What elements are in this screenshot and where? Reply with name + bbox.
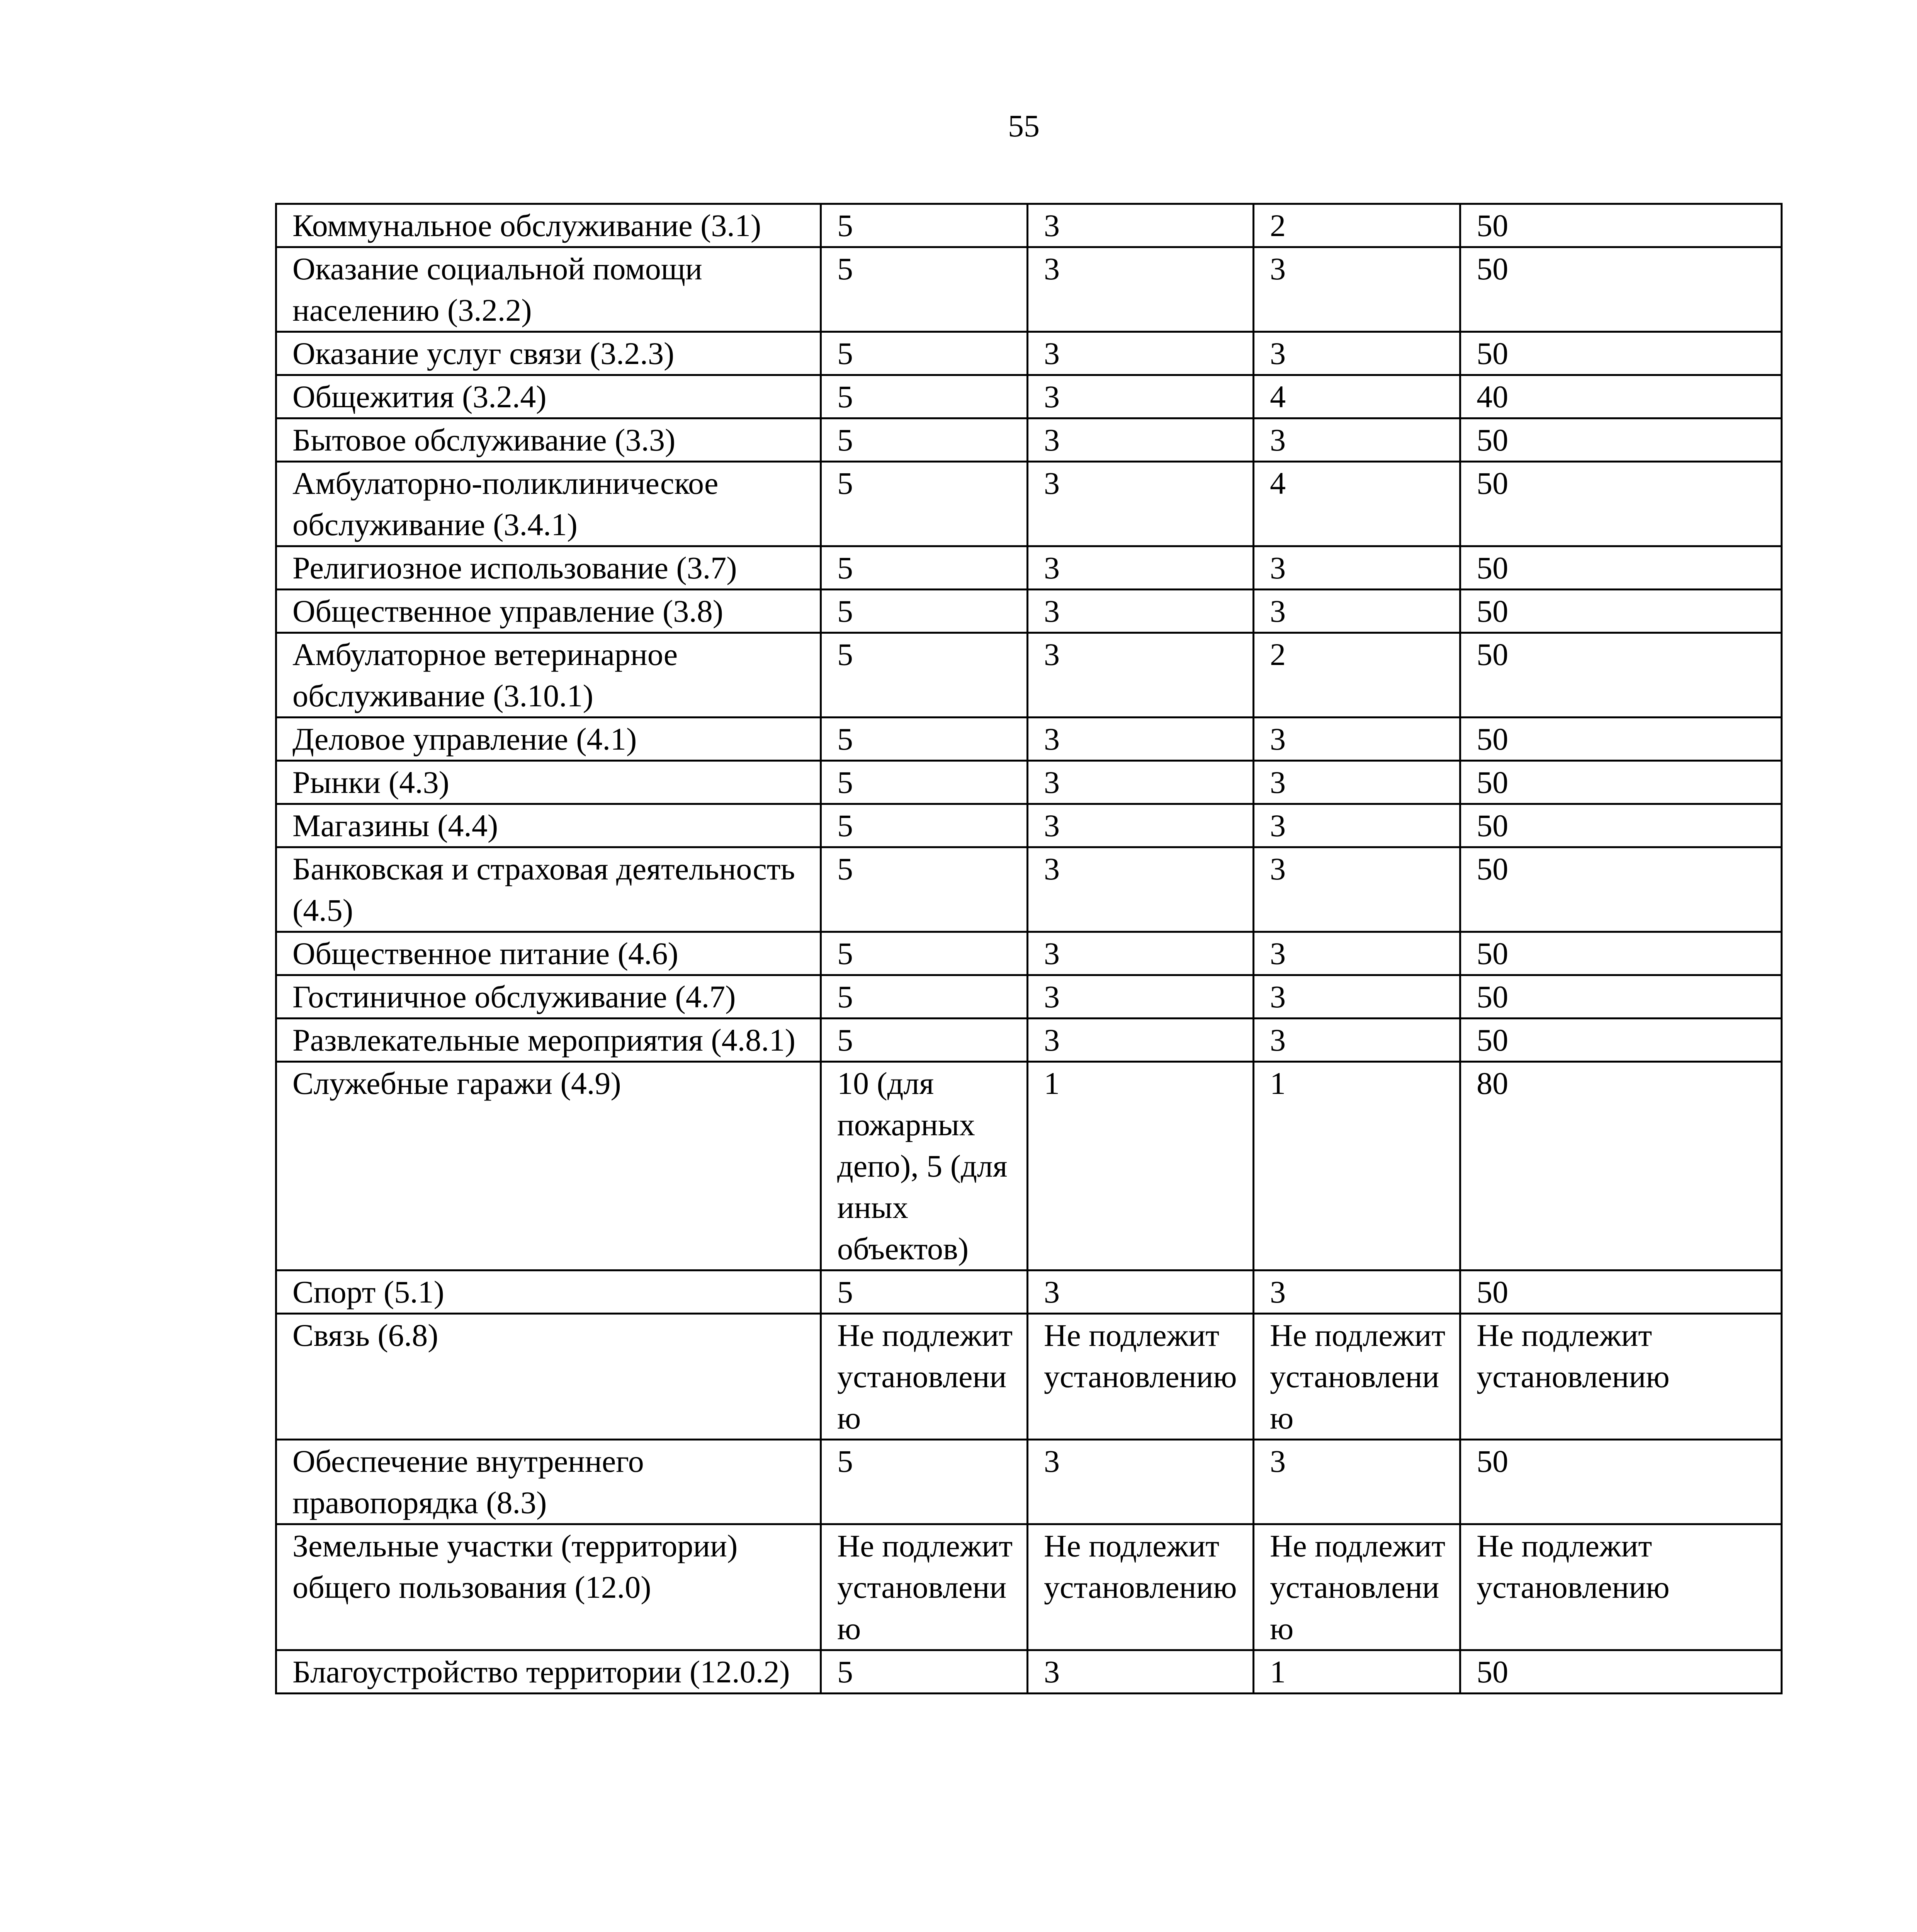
value-cell-2 bbox=[1028, 546, 1254, 590]
use-name-cell bbox=[276, 247, 821, 332]
value-cell-1 bbox=[821, 375, 1028, 418]
table-row bbox=[276, 1062, 1782, 1270]
cell-text: 3 bbox=[1044, 979, 1060, 1014]
value-cell-1 bbox=[821, 761, 1028, 804]
cell-text: Магазины (4.4) bbox=[292, 808, 498, 843]
cell-text: Оказание социальной помощи населению (3.2.2) bbox=[292, 251, 702, 328]
cell-text: Развлекательные мероприятия (4.8.1) bbox=[292, 1022, 795, 1058]
cell-text: 50 bbox=[1477, 336, 1508, 371]
use-name-cell bbox=[276, 932, 821, 975]
use-name-cell bbox=[276, 1314, 821, 1440]
table-row bbox=[276, 590, 1782, 633]
cell-text: 50 bbox=[1477, 637, 1508, 672]
value-cell-2 bbox=[1028, 1270, 1254, 1314]
value-cell-2 bbox=[1028, 1019, 1254, 1062]
value-cell-2 bbox=[1028, 418, 1254, 462]
value-cell-1 bbox=[821, 1270, 1028, 1314]
value-cell-3 bbox=[1254, 932, 1460, 975]
cell-text: Рынки (4.3) bbox=[292, 765, 449, 800]
value-cell-2 bbox=[1028, 1314, 1254, 1440]
cell-text: 3 bbox=[1044, 550, 1060, 585]
value-cell-3 bbox=[1254, 633, 1460, 718]
cell-text: 5 bbox=[837, 808, 853, 843]
cell-text: 50 bbox=[1477, 422, 1508, 457]
table-body bbox=[276, 204, 1782, 1694]
value-cell-4 bbox=[1460, 546, 1782, 590]
value-cell-3 bbox=[1254, 375, 1460, 418]
permitted-use-table bbox=[275, 203, 1783, 1694]
value-cell-3 bbox=[1254, 804, 1460, 847]
cell-text: 50 bbox=[1477, 251, 1508, 286]
cell-text: 3 bbox=[1044, 851, 1060, 886]
cell-text: 3 bbox=[1044, 594, 1060, 629]
cell-text: Общественное управление (3.8) bbox=[292, 594, 724, 629]
cell-text: 3 bbox=[1270, 422, 1286, 457]
cell-text: 5 bbox=[837, 1654, 853, 1689]
value-cell-4 bbox=[1460, 590, 1782, 633]
value-cell-2 bbox=[1028, 804, 1254, 847]
cell-text: 3 bbox=[1044, 1654, 1060, 1689]
cell-text: 2 bbox=[1270, 637, 1286, 672]
value-cell-1 bbox=[821, 1062, 1028, 1270]
table-row bbox=[276, 804, 1782, 847]
cell-text: Деловое управление (4.1) bbox=[292, 721, 637, 757]
cell-text: Благоустройство территории (12.0.2) bbox=[292, 1654, 790, 1689]
use-name-cell bbox=[276, 1062, 821, 1270]
cell-text: 50 bbox=[1477, 1274, 1508, 1310]
value-cell-2 bbox=[1028, 375, 1254, 418]
value-cell-4 bbox=[1460, 1314, 1782, 1440]
cell-text: 5 bbox=[837, 765, 853, 800]
value-cell-1 bbox=[821, 204, 1028, 247]
table-row bbox=[276, 375, 1782, 418]
use-name-cell bbox=[276, 975, 821, 1019]
value-cell-3 bbox=[1254, 1270, 1460, 1314]
value-cell-2 bbox=[1028, 932, 1254, 975]
cell-text: 5 bbox=[837, 594, 853, 629]
use-name-cell bbox=[276, 332, 821, 375]
value-cell-2 bbox=[1028, 1650, 1254, 1694]
cell-text: 3 bbox=[1044, 808, 1060, 843]
cell-text: 3 bbox=[1270, 550, 1286, 585]
cell-text: 5 bbox=[837, 466, 853, 501]
cell-text: 5 bbox=[837, 936, 853, 971]
cell-text: 5 bbox=[837, 1444, 853, 1479]
cell-text: 5 bbox=[837, 979, 853, 1014]
cell-text: Общественное питание (4.6) bbox=[292, 936, 678, 971]
cell-text: 10 (для пожарных депо), 5 (для иных объектов) bbox=[837, 1066, 1008, 1266]
value-cell-2 bbox=[1028, 1062, 1254, 1270]
cell-text: 50 bbox=[1477, 765, 1508, 800]
value-cell-1 bbox=[821, 418, 1028, 462]
cell-text: 1 bbox=[1270, 1066, 1286, 1101]
cell-text: 3 bbox=[1044, 721, 1060, 757]
use-name-cell bbox=[276, 633, 821, 718]
cell-text: Общежития (3.2.4) bbox=[292, 379, 547, 414]
cell-text: 5 bbox=[837, 251, 853, 286]
value-cell-2 bbox=[1028, 1440, 1254, 1524]
value-cell-4 bbox=[1460, 761, 1782, 804]
cell-text: 3 bbox=[1270, 936, 1286, 971]
table-row bbox=[276, 546, 1782, 590]
value-cell-3 bbox=[1254, 418, 1460, 462]
value-cell-3 bbox=[1254, 1062, 1460, 1270]
cell-text: Бытовое обслуживание (3.3) bbox=[292, 422, 676, 457]
cell-text: 1 bbox=[1044, 1066, 1060, 1101]
cell-text: 50 bbox=[1477, 594, 1508, 629]
cell-text: 3 bbox=[1044, 1274, 1060, 1310]
cell-text: 3 bbox=[1270, 765, 1286, 800]
table-row bbox=[276, 1650, 1782, 1694]
value-cell-4 bbox=[1460, 847, 1782, 932]
value-cell-1 bbox=[821, 1440, 1028, 1524]
use-name-cell bbox=[276, 1019, 821, 1062]
value-cell-3 bbox=[1254, 546, 1460, 590]
cell-text: Не подлежит установлению bbox=[1270, 1528, 1446, 1646]
value-cell-4 bbox=[1460, 418, 1782, 462]
cell-text: 3 bbox=[1270, 336, 1286, 371]
value-cell-3 bbox=[1254, 462, 1460, 546]
value-cell-1 bbox=[821, 546, 1028, 590]
cell-text: 3 bbox=[1044, 765, 1060, 800]
cell-text: 3 bbox=[1044, 379, 1060, 414]
cell-text: 50 bbox=[1477, 851, 1508, 886]
cell-text: 5 bbox=[837, 637, 853, 672]
cell-text: 3 bbox=[1044, 637, 1060, 672]
use-name-cell bbox=[276, 1650, 821, 1694]
cell-text: Связь (6.8) bbox=[292, 1318, 438, 1353]
cell-text: 5 bbox=[837, 550, 853, 585]
table-row bbox=[276, 975, 1782, 1019]
value-cell-1 bbox=[821, 590, 1028, 633]
table-row bbox=[276, 932, 1782, 975]
cell-text: 50 bbox=[1477, 550, 1508, 585]
value-cell-2 bbox=[1028, 633, 1254, 718]
table-row bbox=[276, 1440, 1782, 1524]
cell-text: 5 bbox=[837, 208, 853, 243]
cell-text: Религиозное использование (3.7) bbox=[292, 550, 737, 585]
cell-text: 3 bbox=[1270, 721, 1286, 757]
value-cell-4 bbox=[1460, 1650, 1782, 1694]
cell-text: 5 bbox=[837, 851, 853, 886]
cell-text: 3 bbox=[1270, 808, 1286, 843]
value-cell-2 bbox=[1028, 718, 1254, 761]
table-row bbox=[276, 633, 1782, 718]
value-cell-2 bbox=[1028, 204, 1254, 247]
cell-text: Не подлежит установлению bbox=[1477, 1318, 1670, 1394]
value-cell-4 bbox=[1460, 462, 1782, 546]
value-cell-2 bbox=[1028, 1524, 1254, 1650]
cell-text: Не подлежит установлению bbox=[837, 1318, 1013, 1435]
cell-text: Не подлежит установлению bbox=[1270, 1318, 1446, 1435]
table-row bbox=[276, 204, 1782, 247]
value-cell-2 bbox=[1028, 847, 1254, 932]
value-cell-1 bbox=[821, 1019, 1028, 1062]
value-cell-1 bbox=[821, 332, 1028, 375]
cell-text: 3 bbox=[1044, 336, 1060, 371]
cell-text: Гостиничное обслуживание (4.7) bbox=[292, 979, 736, 1014]
value-cell-2 bbox=[1028, 247, 1254, 332]
value-cell-1 bbox=[821, 1524, 1028, 1650]
value-cell-2 bbox=[1028, 332, 1254, 375]
cell-text: 40 bbox=[1477, 379, 1508, 414]
cell-text: 5 bbox=[837, 1274, 853, 1310]
value-cell-4 bbox=[1460, 332, 1782, 375]
cell-text: 3 bbox=[1044, 208, 1060, 243]
cell-text: 50 bbox=[1477, 936, 1508, 971]
value-cell-4 bbox=[1460, 975, 1782, 1019]
cell-text: 50 bbox=[1477, 808, 1508, 843]
cell-text: 3 bbox=[1270, 1444, 1286, 1479]
value-cell-4 bbox=[1460, 1440, 1782, 1524]
cell-text: Амбулаторно-поликлиническое обслуживание (3.4.1) bbox=[292, 466, 719, 542]
value-cell-1 bbox=[821, 932, 1028, 975]
use-name-cell bbox=[276, 204, 821, 247]
cell-text: Земельные участки (территории) общего пользования (12.0) bbox=[292, 1528, 738, 1605]
value-cell-1 bbox=[821, 804, 1028, 847]
use-name-cell bbox=[276, 462, 821, 546]
table-row bbox=[276, 462, 1782, 546]
cell-text: 3 bbox=[1270, 594, 1286, 629]
cell-text: Не подлежит установлению bbox=[1477, 1528, 1670, 1605]
value-cell-3 bbox=[1254, 761, 1460, 804]
value-cell-3 bbox=[1254, 247, 1460, 332]
value-cell-3 bbox=[1254, 332, 1460, 375]
value-cell-4 bbox=[1460, 1270, 1782, 1314]
use-name-cell bbox=[276, 761, 821, 804]
table-row bbox=[276, 1270, 1782, 1314]
value-cell-3 bbox=[1254, 1650, 1460, 1694]
cell-text: 3 bbox=[1270, 851, 1286, 886]
table-row bbox=[276, 1314, 1782, 1440]
value-cell-1 bbox=[821, 462, 1028, 546]
value-cell-1 bbox=[821, 847, 1028, 932]
table-row bbox=[276, 1019, 1782, 1062]
table-row bbox=[276, 332, 1782, 375]
use-name-cell bbox=[276, 590, 821, 633]
value-cell-1 bbox=[821, 247, 1028, 332]
cell-text: 3 bbox=[1270, 251, 1286, 286]
use-name-cell bbox=[276, 1524, 821, 1650]
table-row bbox=[276, 247, 1782, 332]
cell-text: 3 bbox=[1270, 1022, 1286, 1058]
value-cell-3 bbox=[1254, 847, 1460, 932]
cell-text: 3 bbox=[1044, 1022, 1060, 1058]
cell-text: Спорт (5.1) bbox=[292, 1274, 444, 1310]
cell-text: Служебные гаражи (4.9) bbox=[292, 1066, 621, 1101]
value-cell-3 bbox=[1254, 590, 1460, 633]
cell-text: 1 bbox=[1270, 1654, 1286, 1689]
cell-text: Не подлежит установлению bbox=[837, 1528, 1013, 1646]
value-cell-2 bbox=[1028, 462, 1254, 546]
cell-text: 50 bbox=[1477, 466, 1508, 501]
table-row bbox=[276, 847, 1782, 932]
cell-text: 5 bbox=[837, 379, 853, 414]
value-cell-2 bbox=[1028, 761, 1254, 804]
table-row bbox=[276, 1524, 1782, 1650]
value-cell-3 bbox=[1254, 718, 1460, 761]
use-name-cell bbox=[276, 546, 821, 590]
cell-text: 50 bbox=[1477, 721, 1508, 757]
value-cell-3 bbox=[1254, 1314, 1460, 1440]
use-name-cell bbox=[276, 1270, 821, 1314]
cell-text: Оказание услуг связи (3.2.3) bbox=[292, 336, 675, 371]
value-cell-4 bbox=[1460, 204, 1782, 247]
cell-text: Обеспечение внутреннего правопорядка (8.3) bbox=[292, 1444, 644, 1520]
cell-text: 3 bbox=[1044, 422, 1060, 457]
cell-text: 2 bbox=[1270, 208, 1286, 243]
use-name-cell bbox=[276, 1440, 821, 1524]
table-row bbox=[276, 418, 1782, 462]
table-row bbox=[276, 761, 1782, 804]
cell-text: 5 bbox=[837, 422, 853, 457]
cell-text: 5 bbox=[837, 1022, 853, 1058]
value-cell-4 bbox=[1460, 633, 1782, 718]
table-row bbox=[276, 718, 1782, 761]
value-cell-4 bbox=[1460, 932, 1782, 975]
value-cell-3 bbox=[1254, 204, 1460, 247]
value-cell-3 bbox=[1254, 975, 1460, 1019]
use-name-cell bbox=[276, 718, 821, 761]
value-cell-1 bbox=[821, 975, 1028, 1019]
cell-text: Амбулаторное ветеринарное обслуживание (3.10.1) bbox=[292, 637, 678, 713]
value-cell-1 bbox=[821, 1650, 1028, 1694]
use-name-cell bbox=[276, 375, 821, 418]
value-cell-4 bbox=[1460, 718, 1782, 761]
cell-text: 4 bbox=[1270, 379, 1286, 414]
cell-text: 5 bbox=[837, 721, 853, 757]
value-cell-4 bbox=[1460, 375, 1782, 418]
cell-text: Не подлежит установлению bbox=[1044, 1318, 1237, 1394]
value-cell-4 bbox=[1460, 1019, 1782, 1062]
cell-text: 3 bbox=[1270, 979, 1286, 1014]
value-cell-2 bbox=[1028, 590, 1254, 633]
cell-text: 50 bbox=[1477, 1654, 1508, 1689]
value-cell-1 bbox=[821, 1314, 1028, 1440]
value-cell-4 bbox=[1460, 247, 1782, 332]
value-cell-2 bbox=[1028, 975, 1254, 1019]
cell-text: 50 bbox=[1477, 208, 1508, 243]
value-cell-3 bbox=[1254, 1019, 1460, 1062]
cell-text: 5 bbox=[837, 336, 853, 371]
cell-text: 3 bbox=[1044, 936, 1060, 971]
value-cell-4 bbox=[1460, 1062, 1782, 1270]
cell-text: 3 bbox=[1044, 1444, 1060, 1479]
value-cell-1 bbox=[821, 718, 1028, 761]
cell-text: Банковская и страховая деятельность (4.5) bbox=[292, 851, 795, 928]
page-number: 55 bbox=[1008, 108, 1040, 143]
cell-text: 50 bbox=[1477, 1022, 1508, 1058]
cell-text: 50 bbox=[1477, 979, 1508, 1014]
cell-text: 80 bbox=[1477, 1066, 1508, 1101]
cell-text: Коммунальное обслуживание (3.1) bbox=[292, 208, 761, 243]
value-cell-4 bbox=[1460, 1524, 1782, 1650]
cell-text: 3 bbox=[1044, 251, 1060, 286]
cell-text: 3 bbox=[1270, 1274, 1286, 1310]
value-cell-1 bbox=[821, 633, 1028, 718]
use-name-cell bbox=[276, 418, 821, 462]
value-cell-3 bbox=[1254, 1440, 1460, 1524]
cell-text: 50 bbox=[1477, 1444, 1508, 1479]
use-name-cell bbox=[276, 847, 821, 932]
value-cell-4 bbox=[1460, 804, 1782, 847]
cell-text: 3 bbox=[1044, 466, 1060, 501]
use-name-cell bbox=[276, 804, 821, 847]
cell-text: 4 bbox=[1270, 466, 1286, 501]
value-cell-3 bbox=[1254, 1524, 1460, 1650]
cell-text: Не подлежит установлению bbox=[1044, 1528, 1237, 1605]
